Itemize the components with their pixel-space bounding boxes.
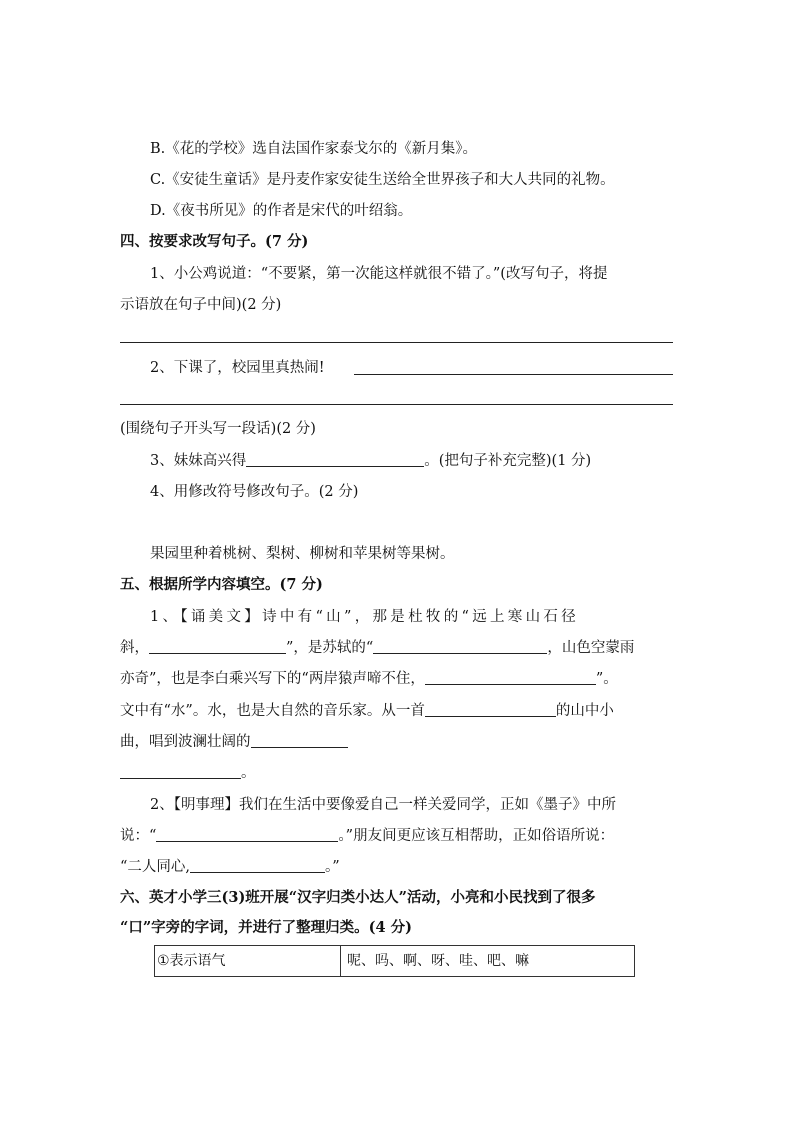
question-4-1-line1: 1、小公鸡说道：“不要紧，第一次能这样就很不错了。”(改写句子，将提 — [150, 266, 608, 282]
q5-1-line3-pre: 亦奇”，也是李白乘兴写下的“两岸猿声啼不住， — [120, 671, 425, 687]
blank-5-1-d[interactable] — [425, 702, 556, 717]
question-5-2-line2 — [120, 827, 614, 845]
question-4-1-line2: 示语放在句子中间)(2 分) — [120, 297, 282, 313]
section-4-heading: 四、按要求改写句子。(7 分) — [120, 233, 309, 250]
option-d: D.《夜书所见》的作者是宋代的叶绍翁。 — [150, 203, 413, 219]
q5-2-line3-post: 。” — [325, 859, 340, 875]
question-4-3 — [150, 452, 591, 470]
question-4-2-note: (围绕句子开头写一段话)(2 分) — [120, 421, 316, 437]
question-5-1-line2 — [120, 639, 634, 657]
q5-1-line2-mid: ”，是苏轼的“ — [286, 640, 374, 656]
question-4-3-suffix: 。(把句子补充完整)(1 分) — [424, 453, 592, 469]
question-4-4: 4、用修改符号修改句子。(2 分) — [150, 484, 359, 500]
table-label-cell: ①表示语气 — [155, 946, 341, 976]
question-4-4-sentence: 果园里种着桃树、梨树、柳树和苹果树等果树。 — [150, 546, 455, 562]
table-words-cell: 呢、吗、啊、呀、哇、吧、嘛 — [347, 953, 529, 969]
q5-2-line2-post: 。”朋友间更应该互相帮助，正如俗语所说： — [338, 828, 615, 844]
question-5-1-line6 — [120, 764, 256, 782]
q5-1-line5-text: 曲，唱到波澜壮阔的 — [120, 734, 251, 750]
question-4-2: 2、下课了，校园里真热闹! — [150, 360, 325, 376]
q5-1-line4-pre: 文中有“水”。水，也是大自然的音乐家。从一首 — [120, 703, 425, 719]
blank-4-3[interactable] — [246, 452, 424, 467]
blank-5-2-b[interactable] — [190, 858, 325, 873]
q5-1-line4-post: 的山中小 — [555, 703, 614, 719]
blank-5-1-f[interactable] — [120, 764, 241, 779]
blank-5-2-a[interactable] — [156, 827, 338, 842]
q5-1-line2-pre: 斜， — [120, 640, 149, 656]
classification-table — [154, 945, 635, 977]
answer-line-4-2b[interactable] — [120, 404, 673, 405]
q5-1-line3-post: ”。 — [595, 671, 618, 687]
question-4-3-text: 3、妹妹高兴得 — [150, 453, 247, 469]
question-5-1-line1: 1、【诵美文】诗中有“山”，那是杜牧的“远上寒山石径 — [150, 609, 580, 625]
answer-line-4-2a[interactable] — [354, 374, 673, 375]
blank-5-1-a[interactable] — [149, 639, 286, 654]
question-5-1-line3 — [120, 670, 618, 688]
question-5-2-line1: 2、【明事理】我们在生活中要像爱自己一样关爱同学，正如《墨子》中所 — [150, 797, 616, 813]
option-c: C.《安徒生童话》是丹麦作家安徒生送给全世界孩子和大人共同的礼物。 — [150, 172, 615, 188]
q5-2-line2-pre: 说：“ — [120, 828, 157, 844]
q5-1-line2-post: ，山色空蒙雨 — [547, 640, 635, 656]
section-6-heading-line1: 六、英才小学三(3)班开展“汉字归类小达人”活动，小亮和小民找到了很多 — [120, 889, 596, 906]
section-5-heading: 五、根据所学内容填空。(7 分) — [120, 576, 323, 593]
question-5-2-line3 — [120, 858, 340, 876]
blank-5-1-c[interactable] — [425, 670, 596, 685]
blank-5-1-e[interactable] — [251, 733, 348, 748]
question-5-1-line4 — [120, 702, 614, 720]
q5-2-line3-pre: “二人同心, — [120, 859, 191, 875]
answer-line-4-1[interactable] — [120, 342, 673, 343]
q5-1-line6-end: 。 — [241, 765, 256, 781]
question-5-1-line5 — [120, 733, 348, 751]
option-b: B.《花的学校》选自法国作家泰戈尔的《新月集》。 — [150, 141, 478, 157]
blank-5-1-b[interactable] — [373, 639, 547, 654]
section-6-heading-line2: “口”字旁的字词，并进行了整理归类。(4 分) — [120, 919, 413, 936]
